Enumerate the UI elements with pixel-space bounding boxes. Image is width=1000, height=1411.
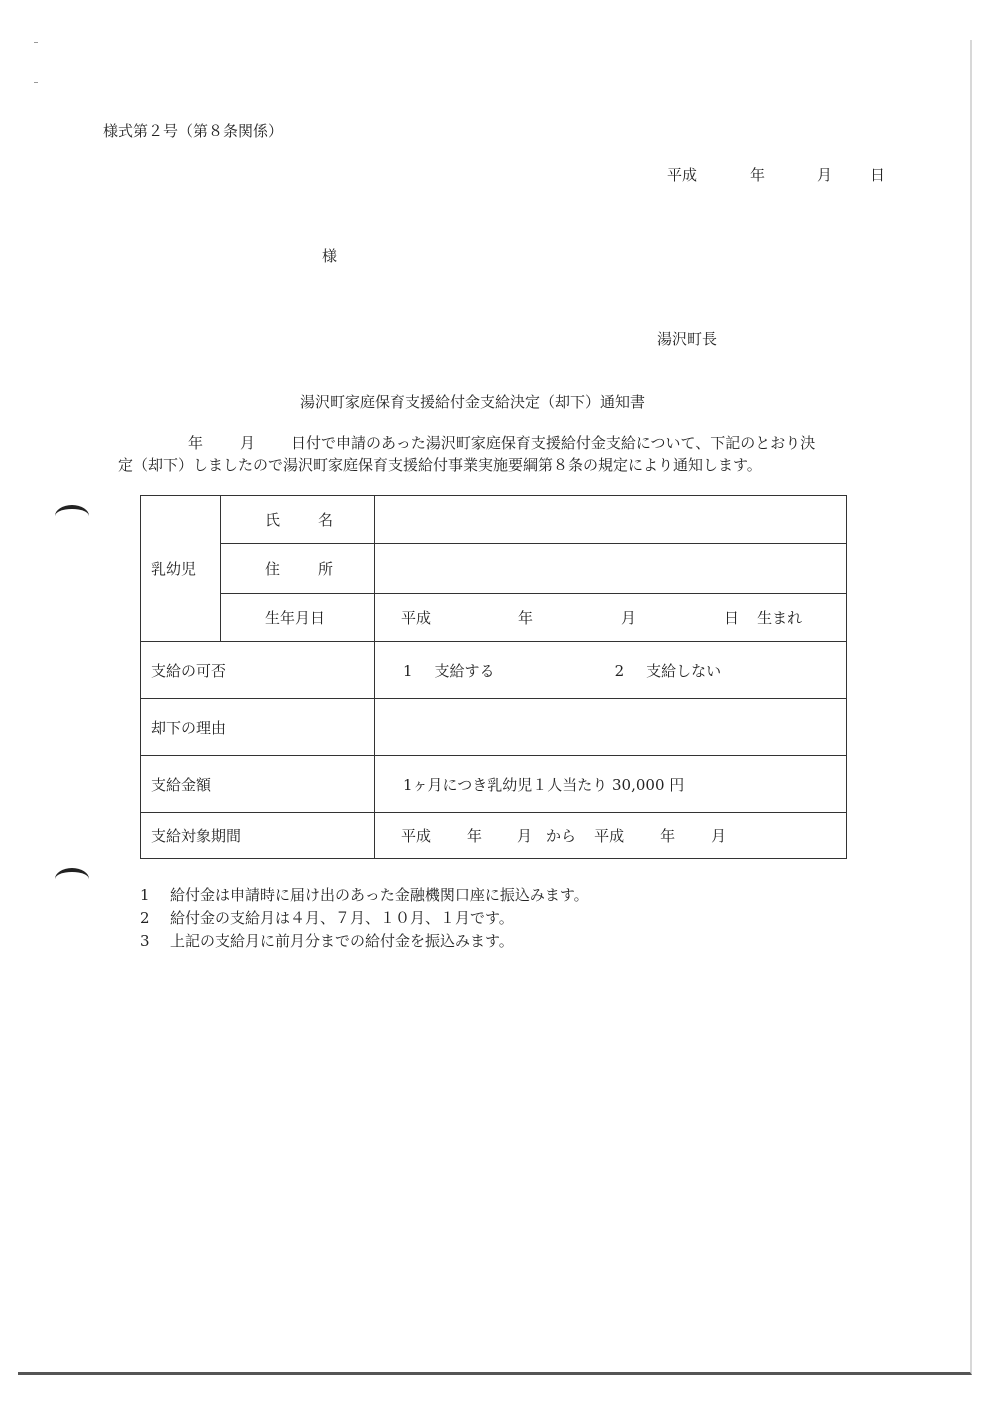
document-title: 湯沢町家庭保育支援給付金支給決定（却下）通知書 bbox=[300, 393, 646, 411]
date-day: 日 bbox=[870, 166, 886, 184]
body-line-1: 日付で申請のあった湯沢町家庭保育支援給付金支給について、下記のとおり決 bbox=[291, 434, 816, 452]
table-row bbox=[141, 594, 847, 642]
name-label: 氏 名 bbox=[221, 496, 375, 544]
notes-list bbox=[140, 884, 589, 953]
option-no-pay[interactable]: 支給しない bbox=[646, 661, 722, 680]
scan-mark bbox=[34, 82, 38, 83]
address-label: 住 所 bbox=[221, 544, 375, 594]
payment-decision-options[interactable]: 1 支給する 2 支給しない bbox=[375, 642, 847, 699]
period-field[interactable]: 平成 年 月 から 平成 年 月 bbox=[375, 813, 847, 859]
infant-group-label: 乳幼児 bbox=[141, 496, 221, 642]
period-label: 支給対象期間 bbox=[141, 813, 375, 859]
date-year: 年 bbox=[750, 166, 766, 184]
table-row bbox=[141, 544, 847, 594]
table-row bbox=[141, 496, 847, 544]
table-row bbox=[141, 699, 847, 756]
form-number: 様式第２号（第８条関係） bbox=[103, 122, 284, 140]
notice-table bbox=[140, 495, 847, 859]
body-month: 月 bbox=[240, 434, 256, 452]
payment-decision-label: 支給の可否 bbox=[141, 642, 375, 699]
birthdate-field[interactable]: 平成 年 月 日 生まれ bbox=[375, 594, 847, 642]
punch-hole-icon bbox=[55, 505, 89, 527]
amount-value: 1ヶ月につき乳幼児１人当たり 30,000 円 bbox=[375, 756, 847, 813]
scan-mark bbox=[34, 42, 38, 43]
body-year: 年 bbox=[188, 434, 204, 452]
rejection-reason-label: 却下の理由 bbox=[141, 699, 375, 756]
date-era: 平成 bbox=[667, 166, 698, 184]
table-row bbox=[141, 756, 847, 813]
note-item: 2 給付金の支給月は４月、７月、１０月、１月です。 bbox=[140, 909, 514, 927]
option-pay[interactable]: 支給する bbox=[434, 661, 495, 680]
address-field[interactable] bbox=[375, 544, 847, 594]
body-line-2: 定（却下）しましたので湯沢町家庭保育支援給付事業実施要綱第８条の規定により通知します。 bbox=[118, 456, 762, 474]
note-item: 1 給付金は申請時に届け出のあった金融機関口座に振込みます。 bbox=[140, 886, 589, 904]
date-month: 月 bbox=[817, 166, 833, 184]
sender-title: 湯沢町長 bbox=[657, 330, 718, 348]
recipient-honorific: 様 bbox=[322, 247, 338, 265]
punch-hole-icon bbox=[55, 868, 89, 890]
note-item: 3 上記の支給月に前月分までの給付金を振込みます。 bbox=[140, 932, 514, 950]
amount-label: 支給金額 bbox=[141, 756, 375, 813]
birthdate-label: 生年月日 bbox=[221, 594, 375, 642]
table-row bbox=[141, 813, 847, 859]
rejection-reason-field[interactable] bbox=[375, 699, 847, 756]
name-field[interactable] bbox=[375, 496, 847, 544]
table-row bbox=[141, 642, 847, 699]
